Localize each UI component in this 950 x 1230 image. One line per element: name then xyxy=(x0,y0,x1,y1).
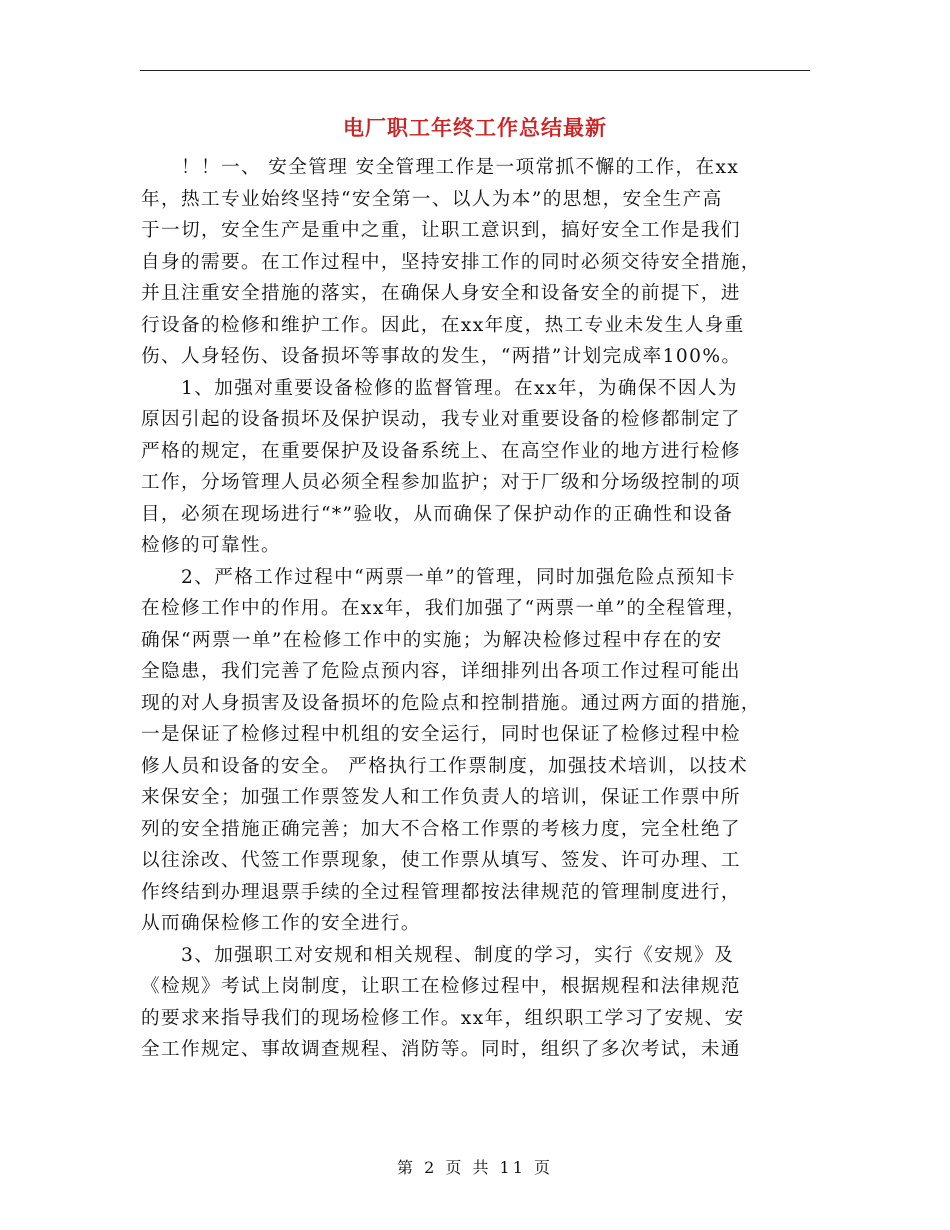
document-body xyxy=(141,152,813,1066)
text-line: 行设备的检修和维护工作。因此，在xx年度，热工专业未发生人身重 xyxy=(141,314,745,336)
text-line: 作终结到办理退票手续的全过程管理都按法律规范的管理制度进行， xyxy=(141,881,741,903)
text-line: 现的对人身损害及设备损坏的危险点和控制措施。通过两方面的措施， xyxy=(141,692,761,714)
text-line: 一是保证了检修过程中机组的安全运行，同时也保证了检修过程中检 xyxy=(141,724,741,745)
text-line: 并且注重安全措施的落实，在确保人身安全和设备安全的前提下，进 xyxy=(141,283,741,304)
text-line: 严格的规定，在重要保护及设备系统上、在高空作业的地方进行检修 xyxy=(141,440,741,462)
text-line: 于一切，安全生产是重中之重，让职工意识到，搞好安全工作是我们 xyxy=(141,220,741,241)
text-line: 修人员和设备的安全。 严格执行工作票制度，加强技术培训，以技术 xyxy=(141,755,749,777)
text-line: 2、严格工作过程中“两票一单”的管理，同时加强危险点预知卡 xyxy=(181,566,736,588)
text-line: 伤、人身轻伤、设备损坏等事故的发生，“两措”计划完成率100%。 xyxy=(141,346,742,367)
text-line: 以往涂改、代签工作票现象，使工作票从填写、签发、许可办理、工 xyxy=(141,850,741,871)
text-line: 《检规》考试上岗制度，让职工在检修过程中，根据规程和法律规范 xyxy=(141,976,741,997)
text-line: 在检修工作中的作用。在xx年，我们加强了“两票一单”的全程管理， xyxy=(141,598,747,619)
text-line: 从而确保检修工作的安全进行。 xyxy=(141,913,421,934)
text-line: 目，必须在现场进行“*”验收，从而确保了保护动作的正确性和设备 xyxy=(141,503,734,525)
text-line: 原因引起的设备损坏及保护误动，我专业对重要设备的检修都制定了 xyxy=(141,409,741,430)
text-line: 全工作规定、事故调查规程、消防等。同时，组织了多次考试，未通 xyxy=(141,1039,741,1060)
page-footer: 第 2 页 共 11 页 xyxy=(397,1158,553,1177)
header-rule xyxy=(140,70,810,71)
text-line: 3、加强职工对安规和相关规程、制度的学习，实行《安规》及 xyxy=(181,944,735,966)
page-title: 电厂职工年终工作总结最新 xyxy=(343,116,607,140)
text-line: 年，热工专业始终坚持“安全第一、以人为本”的思想，安全生产高 xyxy=(141,188,723,210)
text-line: 来保安全；加强工作票签发人和工作负责人的培训，保证工作票中所 xyxy=(141,787,741,808)
text-line: 列的安全措施正确完善；加大不合格工作票的考核力度，完全杜绝了 xyxy=(141,818,741,840)
text-line: 工作，分场管理人员必须全程参加监护；对于厂级和分场级控制的项 xyxy=(141,472,741,493)
text-line: 确保“两票一单”在检修工作中的实施；为解决检修过程中存在的安 xyxy=(141,629,723,651)
text-line: 全隐患，我们完善了危险点预内容，详细排列出各项工作过程可能出 xyxy=(141,661,741,682)
text-line: 1、加强对重要设备检修的监督管理。在xx年，为确保不因人为 xyxy=(181,377,738,399)
text-line: 自身的需要。在工作过程中，坚持安排工作的同时必须交待安全措施， xyxy=(141,251,761,273)
text-line: 检修的可靠性。 xyxy=(141,535,281,556)
text-line: ！！一、 安全管理 安全管理工作是一项常抓不懈的工作，在xx xyxy=(181,157,740,178)
text-line: 的要求来指导我们的现场检修工作。xx年，组织职工学习了安规、安 xyxy=(141,1007,745,1029)
